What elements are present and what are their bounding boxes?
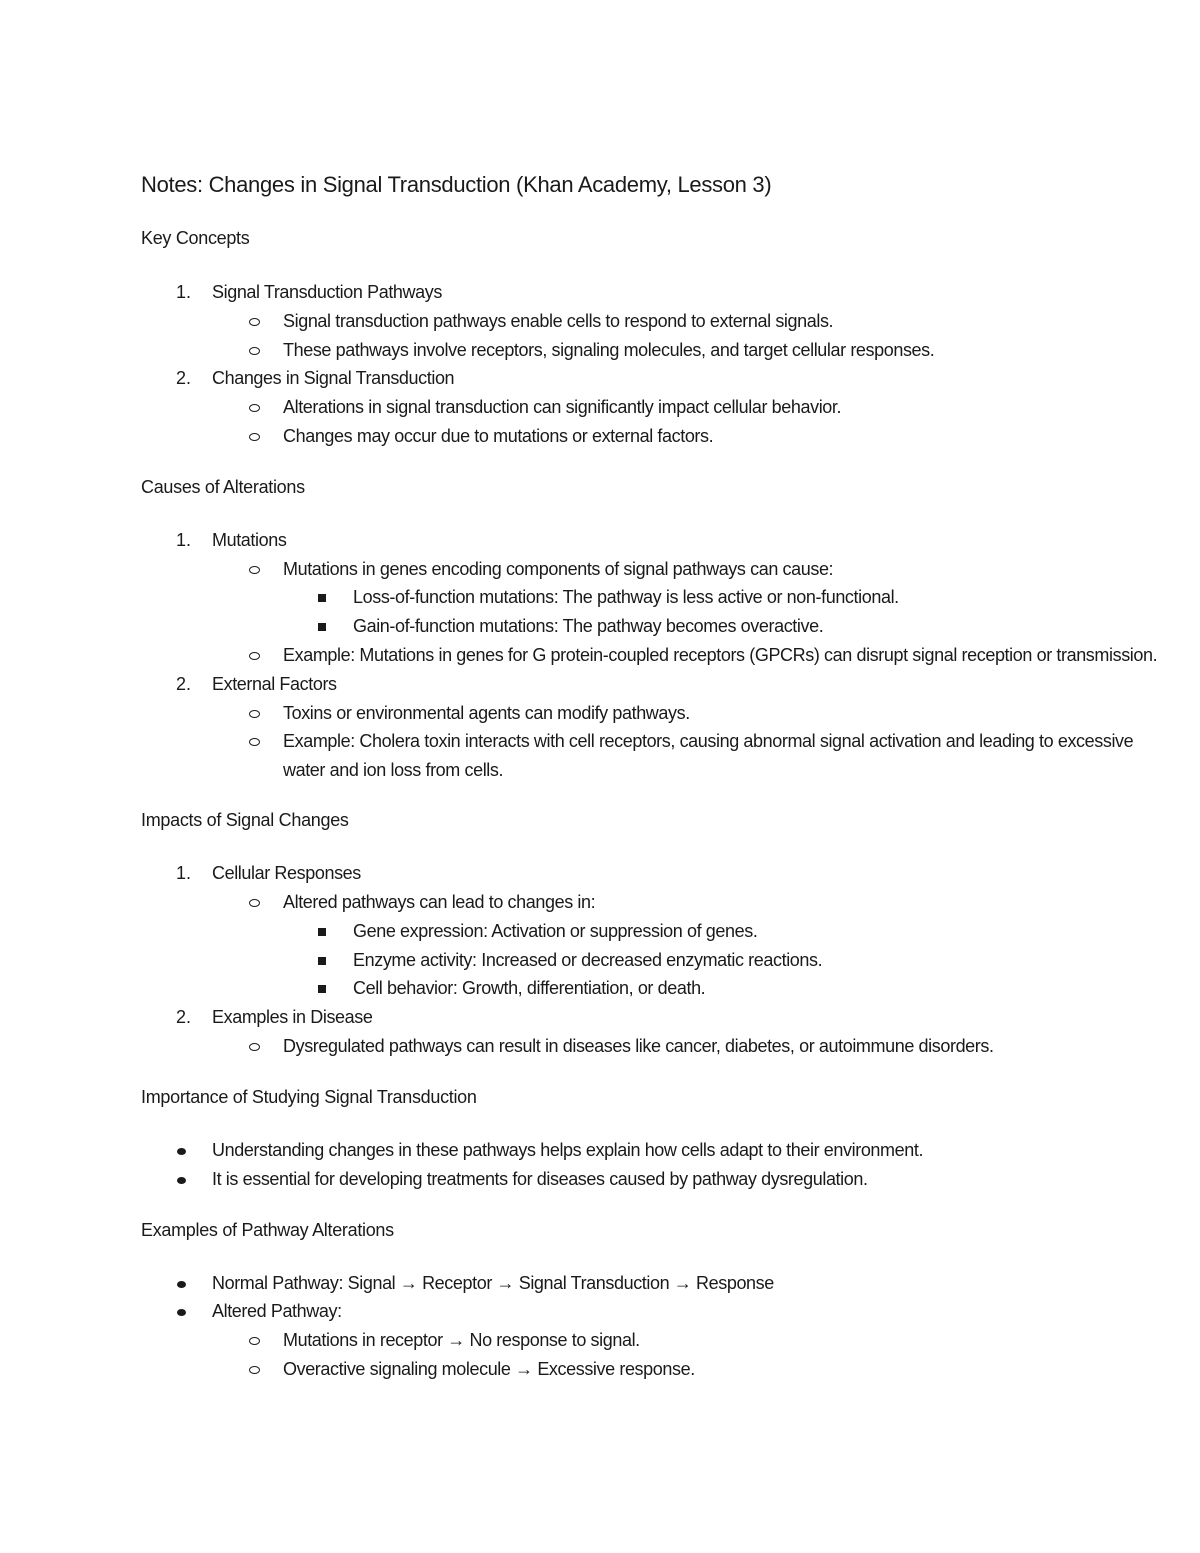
- sub-list-item: Changes may occur due to mutations or external factors.: [283, 426, 714, 446]
- sub-list-item: Overactive signaling molecule → Excessive response.: [283, 1359, 695, 1379]
- dot-bullet-icon: [177, 1168, 186, 1190]
- circle-bullet-icon: [249, 310, 260, 332]
- sub-list-item-continuation: water and ion loss from cells.: [283, 760, 504, 780]
- sub-sub-list-item: Loss-of-function mutations: The pathway is less active or non-functional.: [353, 587, 899, 607]
- heading-importance: Importance of Studying Signal Transduction: [141, 1087, 477, 1107]
- sub-sub-list-item: Gene expression: Activation or suppression of genes.: [353, 921, 758, 941]
- sub-sub-list-item: Enzyme activity: Increased or decreased enzymatic reactions.: [353, 950, 823, 970]
- square-bullet-icon: [318, 977, 326, 1000]
- sub-list-item: Signal transduction pathways enable cells to respond to external signals.: [283, 311, 834, 331]
- list-item: Changes in Signal Transduction: [212, 368, 455, 388]
- bullet-item: Understanding changes in these pathways helps explain how cells adapt to their environment.: [212, 1140, 924, 1160]
- circle-bullet-icon: [249, 891, 260, 913]
- circle-bullet-icon: [249, 702, 260, 724]
- circle-bullet-icon: [249, 339, 260, 361]
- sub-list-item: Mutations in genes encoding components of signal pathways can cause:: [283, 559, 834, 579]
- sub-list-item: Alterations in signal transduction can significantly impact cellular behavior.: [283, 397, 842, 417]
- list-item: Signal Transduction Pathways: [212, 282, 442, 302]
- list-number: 2.: [176, 1007, 192, 1027]
- bullet-item: Altered Pathway:: [212, 1301, 342, 1321]
- square-bullet-icon: [318, 586, 326, 609]
- list-item: External Factors: [212, 674, 337, 694]
- list-number: 1.: [176, 863, 192, 883]
- list-number: 1.: [176, 530, 192, 550]
- list-number: 1.: [176, 282, 192, 302]
- circle-bullet-icon: [249, 1329, 260, 1351]
- circle-bullet-icon: [249, 730, 260, 752]
- square-bullet-icon: [318, 920, 326, 943]
- square-bullet-icon: [318, 615, 326, 638]
- circle-bullet-icon: [249, 1035, 260, 1057]
- list-item: Mutations: [212, 530, 287, 550]
- heading-causes: Causes of Alterations: [141, 477, 305, 497]
- dot-bullet-icon: [177, 1139, 186, 1161]
- circle-bullet-icon: [249, 396, 260, 418]
- sub-list-item: These pathways involve receptors, signaling molecules, and target cellular responses.: [283, 340, 935, 360]
- sub-list-item: Toxins or environmental agents can modify pathways.: [283, 703, 690, 723]
- circle-bullet-icon: [249, 644, 260, 666]
- list-item: Examples in Disease: [212, 1007, 373, 1027]
- list-number: 2.: [176, 368, 192, 388]
- circle-bullet-icon: [249, 558, 260, 580]
- sub-list-item: Dysregulated pathways can result in diseases like cancer, diabetes, or autoimmune disorders.: [283, 1036, 994, 1056]
- sub-list-item: Example: Mutations in genes for G protein-coupled receptors (GPCRs) can disrupt signal reception or transmission.: [283, 645, 1158, 665]
- list-item: Cellular Responses: [212, 863, 361, 883]
- sub-sub-list-item: Gain-of-function mutations: The pathway becomes overactive.: [353, 616, 824, 636]
- heading-key-concepts: Key Concepts: [141, 228, 250, 248]
- sub-list-item: Altered pathways can lead to changes in:: [283, 892, 596, 912]
- sub-sub-list-item: Cell behavior: Growth, differentiation, or death.: [353, 978, 706, 998]
- list-number: 2.: [176, 674, 192, 694]
- sub-list-item: Mutations in receptor → No response to signal.: [283, 1330, 640, 1350]
- square-bullet-icon: [318, 949, 326, 972]
- heading-impacts: Impacts of Signal Changes: [141, 810, 349, 830]
- circle-bullet-icon: [249, 425, 260, 447]
- document-title: Notes: Changes in Signal Transduction (Khan Academy, Lesson 3): [141, 172, 772, 197]
- circle-bullet-icon: [249, 1358, 260, 1380]
- dot-bullet-icon: [177, 1300, 186, 1322]
- heading-examples: Examples of Pathway Alterations: [141, 1220, 394, 1240]
- bullet-item: It is essential for developing treatments for diseases caused by pathway dysregulation.: [212, 1169, 868, 1189]
- dot-bullet-icon: [177, 1272, 186, 1294]
- bullet-item: Normal Pathway: Signal → Receptor → Signal Transduction → Response: [212, 1273, 774, 1293]
- sub-list-item: Example: Cholera toxin interacts with cell receptors, causing abnormal signal activation and leading to excessive: [283, 731, 1134, 751]
